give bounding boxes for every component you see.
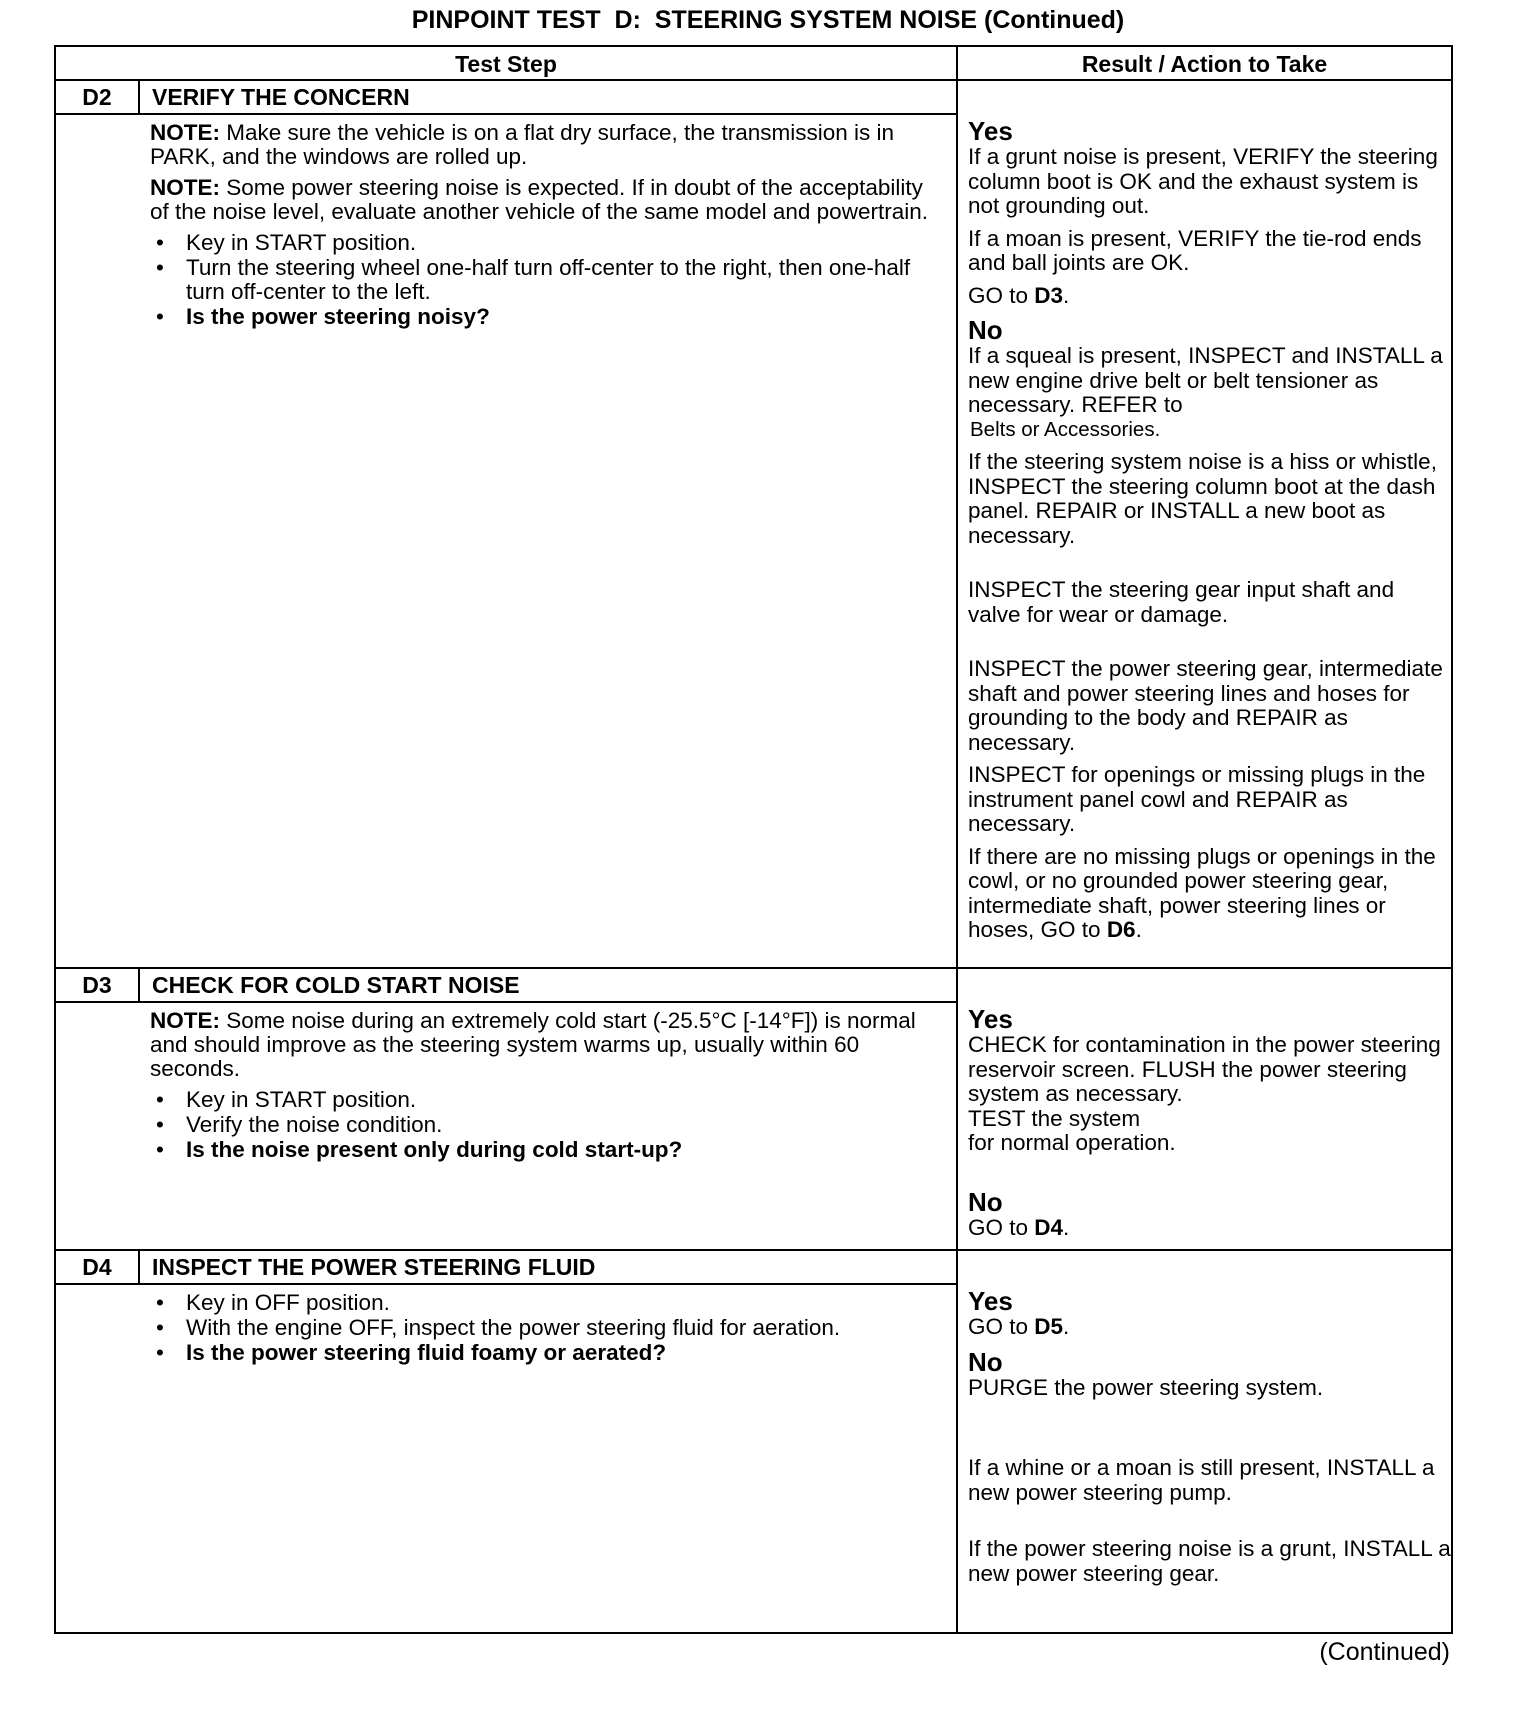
result-d3 (968, 997, 1452, 1248)
no-label: No (968, 315, 1003, 345)
result-text: CHECK for contamination in the power steering reservoir screen. FLUSH the power steering system as necessary. (968, 1032, 1441, 1106)
note-label: NOTE: (150, 1008, 220, 1033)
bullet-question: • Is the power steering noisy? (156, 304, 490, 329)
yes-label: Yes (968, 1286, 1013, 1316)
question-text: Is the power steering fluid foamy or aerated? (186, 1340, 667, 1365)
no-label: No (968, 1346, 1003, 1377)
step-title-d4: INSPECT THE POWER STEERING FLUID (152, 1254, 596, 1280)
result-d2 (968, 109, 1452, 951)
step-bullets (150, 1291, 940, 1365)
result-column-divider (956, 47, 958, 1632)
note-label: NOTE: (150, 120, 220, 145)
go-to-d4: GO to D4. (968, 1214, 1070, 1240)
bullet-text: Key in START position. (186, 1087, 417, 1112)
result-text: If the power steering noise is a grunt, INSTALL a new power steering gear. (968, 1536, 1451, 1586)
test-step-header: Test Step (455, 51, 557, 77)
go-to-d6: If there are no missing plugs or openings in the cowl, or no grounded power steering gear, intermediate shaft, power steering lines or hoses, GO to D6. (968, 843, 1436, 942)
step-id-d4: D4 (82, 1254, 112, 1280)
step-title-d2: VERIFY THE CONCERN (152, 84, 410, 110)
note (150, 121, 940, 169)
step-id-divider-d3 (138, 967, 140, 1001)
result-text: INSPECT the power steering gear, intermediate shaft and power steering lines and hoses for grounding to the body and REPAIR as necessary. (968, 656, 1443, 755)
bullet-item: • Key in START position. (156, 1087, 417, 1112)
result-text: If a squeal is present, INSPECT and INSTALL a new engine drive belt or belt tensioner as necessary. REFER to (968, 343, 1443, 417)
result-d4 (968, 1279, 1452, 1594)
bullet-text: With the engine OFF, inspect the power steering fluid for aeration. (186, 1315, 841, 1340)
pinpoint-test-table (54, 45, 1453, 1634)
page-title: PINPOINT TEST D: STEERING SYSTEM NOISE (Continued) (411, 6, 1125, 34)
step-bullets (150, 1088, 940, 1162)
note (150, 1009, 940, 1081)
question-text: Is the noise present only during cold start-up? (186, 1137, 683, 1162)
question-text: Is the power steering noisy? (186, 304, 490, 329)
bullet-text: Key in START position. (186, 230, 417, 255)
go-to-d5: GO to D5. (968, 1314, 1070, 1339)
bullet-text: Verify the noise condition. (186, 1112, 443, 1137)
bullet-item: • With the engine OFF, inspect the power steering fluid for aeration. (156, 1315, 841, 1340)
step-title-d3: CHECK FOR COLD START NOISE (152, 972, 520, 998)
step-bullets (150, 231, 940, 329)
bullet-item: • Key in START position. (156, 230, 417, 255)
no-label: No (968, 1186, 1003, 1217)
note-text: Some power steering noise is expected. If in doubt of the acceptability of the noise level, evaluate another vehicle of the same model and powertrain. (150, 175, 928, 224)
result-text: If a whine or a moan is still present, INSTALL a new power steering pump. (968, 1455, 1435, 1505)
step-body-d4 (150, 1291, 940, 1366)
step-body-d3 (150, 1009, 940, 1163)
step-body-d2 (150, 121, 940, 330)
continued-note: (Continued) (1319, 1638, 1450, 1666)
belts-reference: Belts or Accessories. (970, 417, 1161, 441)
result-text: TEST the system (968, 1105, 1141, 1131)
result-text: INSPECT for openings or missing plugs in the instrument panel cowl and REPAIR as necessary. (968, 762, 1426, 836)
result-header: Result / Action to Take (1081, 51, 1328, 77)
result-text: INSPECT the steering gear input shaft and valve for wear or damage. (968, 577, 1395, 627)
go-to-d3: GO to D3. (968, 282, 1070, 308)
note-text: Make sure the vehicle is on a flat dry surface, the transmission is in PARK, and the windows are rolled up. (150, 120, 895, 169)
result-text: If a grunt noise is present, VERIFY the steering column boot is OK and the exhaust system is not grounding out. (968, 144, 1438, 218)
bullet-text: Key in OFF position. (186, 1290, 390, 1315)
note (150, 176, 940, 224)
result-text: PURGE the power steering system. (968, 1374, 1324, 1400)
bullet-question: • Is the noise present only during cold start-up? (156, 1137, 683, 1162)
yes-label: Yes (968, 1004, 1013, 1034)
bullet-item: • Turn the steering wheel one-half turn off-center to the right, then one-half turn off-center to the left. (156, 255, 911, 304)
yes-label: Yes (968, 116, 1013, 146)
bullet-item: • Key in OFF position. (156, 1290, 390, 1315)
step-id-divider-d4 (138, 1249, 140, 1283)
note-label: NOTE: (150, 175, 220, 200)
result-text: for normal operation. (968, 1130, 1176, 1155)
step-id-d3: D3 (82, 972, 112, 998)
step-id-d2: D2 (82, 84, 112, 110)
result-text: If a moan is present, VERIFY the tie-rod ends and ball joints are OK. (968, 225, 1422, 275)
bullet-item: • Verify the noise condition. (156, 1112, 443, 1137)
result-text: If the steering system noise is a hiss or whistle, INSPECT the steering column boot at the dash panel. REPAIR or INSTALL a new boot as necessary. (968, 449, 1437, 548)
bullet-question: • Is the power steering fluid foamy or aerated? (156, 1340, 667, 1365)
step-id-divider-d2 (138, 79, 140, 113)
note-text: Some noise during an extremely cold start (-25.5°C [-14°F]) is normal and should improve as the steering system warms up, usually within 60 seconds. (150, 1008, 916, 1081)
bullet-text: Turn the steering wheel one-half turn off-center to the right, then one-half turn off-center to the left. (186, 255, 911, 304)
